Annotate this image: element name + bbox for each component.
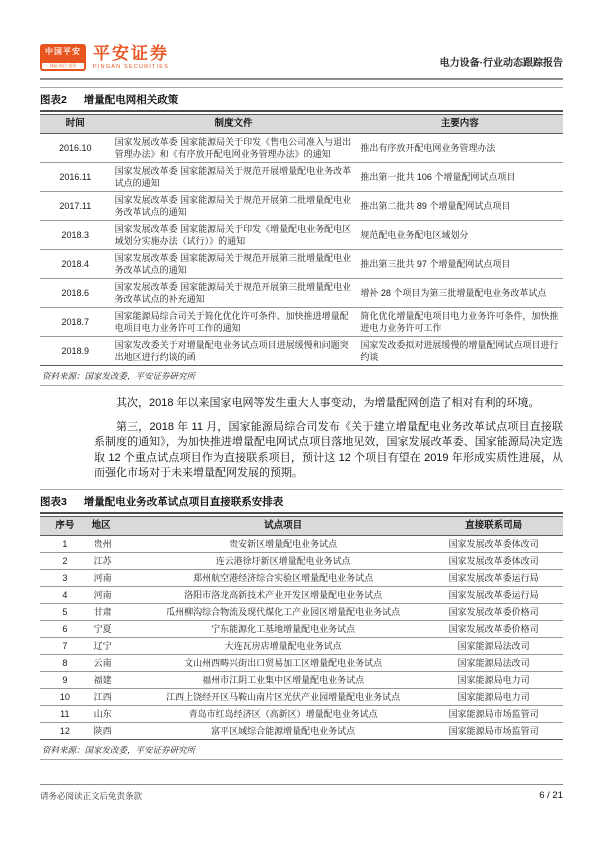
table-cell: 1 bbox=[40, 535, 90, 552]
table-cell: 连云港徐圩新区增量配电业务试点 bbox=[142, 552, 424, 569]
table-cell: 2018.4 bbox=[40, 250, 111, 279]
table-row bbox=[40, 671, 563, 688]
table-cell: 贵州 bbox=[90, 535, 142, 552]
brand-block bbox=[93, 45, 169, 70]
table-cell: 江西 bbox=[90, 688, 142, 705]
table-cell: 8 bbox=[40, 654, 90, 671]
table-cell: 推出第三批共 97 个增量配网试点项目 bbox=[356, 250, 563, 279]
table-cell: 简化优化增量配电项目电力业务许可条件，加快推进电力业务许可工作 bbox=[356, 308, 563, 337]
table-cell: 国家发展改革委体改司 bbox=[424, 535, 563, 552]
table-cell: 2018.3 bbox=[40, 221, 111, 250]
policy-table-head bbox=[40, 115, 563, 134]
table-row bbox=[40, 569, 563, 586]
report-type-title: 电力设备·行业动态跟踪报告 bbox=[439, 58, 563, 69]
table-cell: 2 bbox=[40, 552, 90, 569]
table-cell: 云南 bbox=[90, 654, 142, 671]
logo-tagline: 保险·银行·投资 bbox=[42, 63, 84, 69]
table-row bbox=[40, 308, 563, 337]
table-row bbox=[40, 163, 563, 192]
contact-table-head bbox=[40, 516, 563, 535]
table-cell: 国家发展改革委价格司 bbox=[424, 620, 563, 637]
footer-disclaimer: 请务必阅读正文后免责条款 bbox=[40, 791, 143, 801]
table-row bbox=[40, 221, 563, 250]
table-cell: 贵安新区增量配电业务试点 bbox=[142, 535, 424, 552]
table-cell: 瓜州柳沟综合物流及现代煤化工产业园区增量配电业务试点 bbox=[142, 603, 424, 620]
figure-2-label: 图表2 bbox=[40, 94, 67, 106]
column-header: 序号 bbox=[40, 516, 90, 535]
column-header: 制度文件 bbox=[111, 115, 357, 134]
table-cell: 2018.7 bbox=[40, 308, 111, 337]
contact-table-body bbox=[40, 535, 563, 739]
table-row bbox=[40, 705, 563, 722]
table-cell: 6 bbox=[40, 620, 90, 637]
table-cell: 宁夏 bbox=[90, 620, 142, 637]
policy-table bbox=[40, 114, 563, 366]
figure-2-source: 资料来源：国家发改委，平安证券研究所 bbox=[40, 366, 563, 386]
table-cell: 增补 28 个项目为第三批增量配电业务改革试点 bbox=[356, 279, 563, 308]
table-cell: 国家发展改革委 国家能源局关于规范开展第二批增量配电业务改革试点的通知 bbox=[111, 192, 357, 221]
header-row bbox=[40, 115, 563, 134]
table-cell: 国家能源局法改司 bbox=[424, 637, 563, 654]
table-cell: 国家能源局电力司 bbox=[424, 688, 563, 705]
table-cell: 5 bbox=[40, 603, 90, 620]
table-cell: 福建 bbox=[90, 671, 142, 688]
table-cell: 辽宁 bbox=[90, 637, 142, 654]
table-cell: 3 bbox=[40, 569, 90, 586]
table-cell: 文山州西畴兴街出口贸易加工区增量配电业务试点 bbox=[142, 654, 424, 671]
column-header: 直接联系司局 bbox=[424, 516, 563, 535]
table-row bbox=[40, 250, 563, 279]
table-cell: 国家能源局市场监管司 bbox=[424, 722, 563, 739]
table-cell: 2017.11 bbox=[40, 192, 111, 221]
policy-table-body bbox=[40, 134, 563, 366]
table-row bbox=[40, 535, 563, 552]
table-cell: 规范配电业务配电区域划分 bbox=[356, 221, 563, 250]
table-cell: 9 bbox=[40, 671, 90, 688]
figure-2-title: 增量配电网相关政策 bbox=[83, 94, 179, 106]
table-cell: 陕西 bbox=[90, 722, 142, 739]
figure-2-caption bbox=[40, 87, 563, 112]
pingan-logo-mark bbox=[40, 44, 86, 71]
table-cell: 推出第二批共 89 个增量配网试点项目 bbox=[356, 192, 563, 221]
table-cell: 国家能源局电力司 bbox=[424, 671, 563, 688]
table-cell: 青岛市红岛经济区（高新区）增量配电业务试点 bbox=[142, 705, 424, 722]
table-row bbox=[40, 192, 563, 221]
table-row bbox=[40, 586, 563, 603]
table-row bbox=[40, 603, 563, 620]
table-cell: 2016.10 bbox=[40, 134, 111, 163]
table-cell: 国家发展改革委 国家能源局关于规范开展增量配电业务改革试点的通知 bbox=[111, 163, 357, 192]
page-footer bbox=[40, 784, 563, 802]
body-paragraph-2: 第三，2018 年 11 月，国家能源局综合司发布《关于建立增量配电业务改革试点项目直接联系制度的通知》，为加快推进增量配电网试点项目落地见效，国家发展改革委、国家能源局决定选取 12 个重点试点项目作为直接联系项目，预计这 12 个项目有望在 2019 年形成实质性进展，从而强化市场对于未来增量配网发展的预期。 bbox=[94, 420, 563, 479]
table-row bbox=[40, 688, 563, 705]
table-cell: 江西上饶经开区马鞍山南片区光伏产业园增量配电业务试点 bbox=[142, 688, 424, 705]
column-header: 地区 bbox=[90, 516, 142, 535]
figure-3-source: 资料来源：国家发改委，平安证券研究所 bbox=[40, 740, 563, 760]
table-cell: 推出有序放开配电网业务管理办法 bbox=[356, 134, 563, 163]
table-cell: 国家能源局综合司关于简化优化许可条件、加快推进增量配电项目电力业务许可工作的通知 bbox=[111, 308, 357, 337]
table-cell: 国家发展改革委运行局 bbox=[424, 586, 563, 603]
table-cell: 国家发展改革委价格司 bbox=[424, 603, 563, 620]
table-cell: 2016.11 bbox=[40, 163, 111, 192]
table-cell: 洛阳市洛龙高新技术产业开发区增量配电业务试点 bbox=[142, 586, 424, 603]
table-cell: 福州市江阴工业集中区增量配电业务试点 bbox=[142, 671, 424, 688]
table-cell: 宁东能源化工基地增量配电业务试点 bbox=[142, 620, 424, 637]
contact-table bbox=[40, 516, 563, 740]
table-cell: 郑州航空港经济综合实验区增量配电业务试点 bbox=[142, 569, 424, 586]
column-header: 试点项目 bbox=[142, 516, 424, 535]
table-cell: 国家发改委拟对进展缓慢的增量配网试点项目进行约谈 bbox=[356, 337, 563, 366]
table-row bbox=[40, 722, 563, 739]
figure-2-block bbox=[40, 87, 563, 386]
table-cell: 国家发展改革委 国家能源局关于印发《增量配电业务配电区域划分实施办法（试行）》的通知 bbox=[111, 221, 357, 250]
column-header: 主要内容 bbox=[356, 115, 563, 134]
table-row bbox=[40, 620, 563, 637]
report-header bbox=[40, 44, 563, 71]
table-cell: 国家能源局法改司 bbox=[424, 654, 563, 671]
table-row bbox=[40, 552, 563, 569]
table-cell: 7 bbox=[40, 637, 90, 654]
table-cell: 国家能源局市场监管司 bbox=[424, 705, 563, 722]
table-cell: 江苏 bbox=[90, 552, 142, 569]
table-cell: 山东 bbox=[90, 705, 142, 722]
figure-3-label: 图表3 bbox=[40, 495, 67, 508]
table-row bbox=[40, 637, 563, 654]
table-cell: 河南 bbox=[90, 586, 142, 603]
table-row bbox=[40, 337, 563, 366]
logo-text: 中国平安 bbox=[45, 47, 81, 56]
table-cell: 12 bbox=[40, 722, 90, 739]
table-cell: 富平区域综合能源增量配电业务试点 bbox=[142, 722, 424, 739]
pingan-logo bbox=[40, 44, 169, 71]
table-cell: 甘肃 bbox=[90, 603, 142, 620]
page-number: 6 / 21 bbox=[539, 790, 563, 801]
table-cell: 11 bbox=[40, 705, 90, 722]
brand-name: 平安证券 bbox=[93, 44, 169, 63]
table-cell: 国家发展改革委体改司 bbox=[424, 552, 563, 569]
figure-3-caption bbox=[40, 489, 563, 514]
brand-subtitle: PINGAN SECURITIES bbox=[93, 64, 170, 70]
table-cell: 国家发改委关于对增量配电业务试点项目进展缓慢和问题突出地区进行约谈的函 bbox=[111, 337, 357, 366]
header-row bbox=[40, 516, 563, 535]
table-cell: 国家发展改革委 国家能源局关于规范开展第三批增量配电业务改革试点的通知 bbox=[111, 250, 357, 279]
table-row bbox=[40, 654, 563, 671]
table-cell: 国家发展改革委运行局 bbox=[424, 569, 563, 586]
column-header: 时间 bbox=[40, 115, 111, 134]
table-cell: 4 bbox=[40, 586, 90, 603]
table-cell: 国家发展改革委 国家能源局关于印发《售电公司准入与退出管理办法》和《有序放开配电网业务管理办法》的通知 bbox=[111, 134, 357, 163]
table-cell: 河南 bbox=[90, 569, 142, 586]
table-cell: 大连瓦房店增量配电业务试点 bbox=[142, 637, 424, 654]
table-row bbox=[40, 134, 563, 163]
table-cell: 10 bbox=[40, 688, 90, 705]
figure-3-block bbox=[40, 489, 563, 760]
figure-3-title: 增量配电业务改革试点项目直接联系安排表 bbox=[83, 495, 284, 508]
table-cell: 2018.9 bbox=[40, 337, 111, 366]
table-cell: 2018.6 bbox=[40, 279, 111, 308]
table-row bbox=[40, 279, 563, 308]
body-paragraph-1: 其次，2018 年以来国家电网等发生重大人事变动，为增量配网创造了相对有利的环境。 bbox=[116, 397, 540, 409]
table-cell: 国家发展改革委 国家能源局关于规范开展第三批增量配电业务改革试点的补充通知 bbox=[111, 279, 357, 308]
header-divider bbox=[40, 78, 563, 80]
table-cell: 推出第一批共 106 个增量配网试点项目 bbox=[356, 163, 563, 192]
